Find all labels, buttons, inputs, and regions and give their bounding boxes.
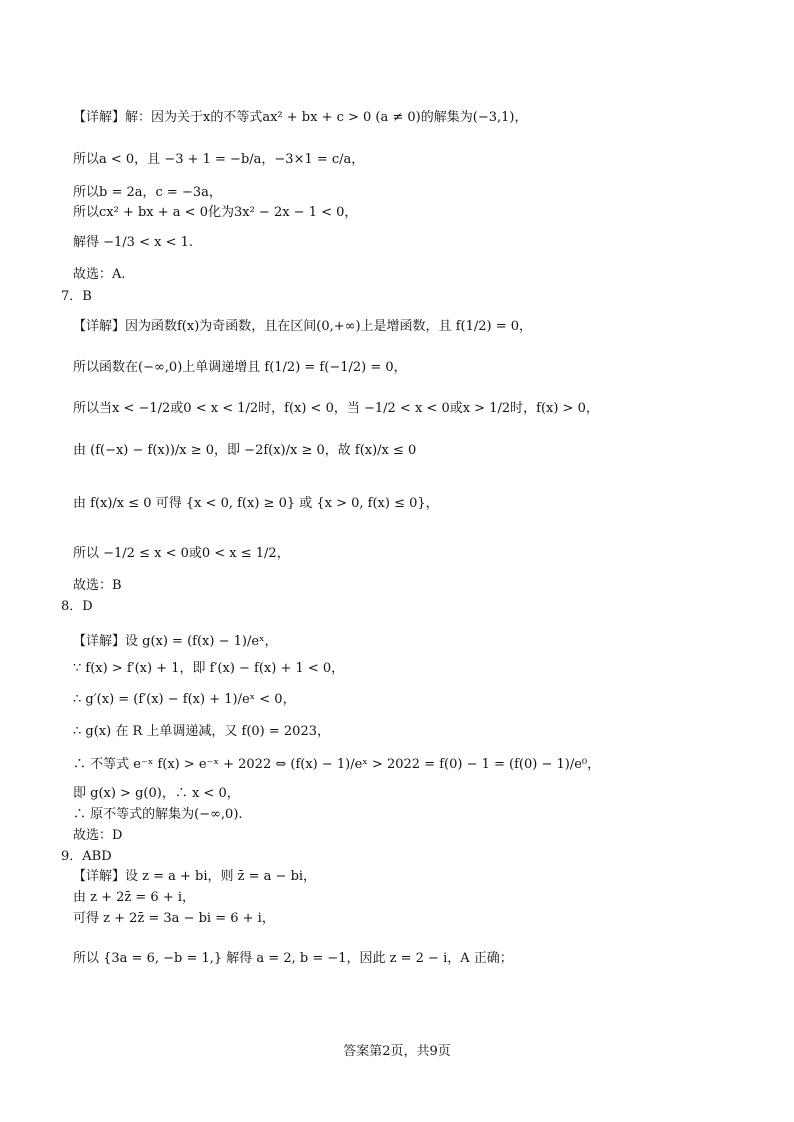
text-line: 所以a < 0，且 −3 + 1 = −b/a，−3×1 = c/a， (73, 152, 365, 167)
text-line: ∴ 原不等式的解集为(−∞,0). (73, 807, 243, 822)
text-line: 【详解】设 z = a + bi，则 z̄ = a − bi， (73, 869, 317, 884)
text-line: ∴ g(x) 在 R 上单调递减，又 f(0) = 2023， (73, 724, 330, 739)
text-line: 所以 {3a = 6, −b = 1,} 解得 a = 2, b = −1，因此 z = 2 − i，A 正确； (73, 951, 513, 966)
text-line: 由 z + 2z̄ = 6 + i， (73, 890, 196, 905)
page-footer: 答案第2页，共9页 (343, 1044, 451, 1059)
text-line: ∵ f(x) > f′(x) + 1，即 f′(x) − f(x) + 1 < 0， (73, 661, 345, 676)
text-line: 所以cx² + bx + a < 0化为3x² − 2x − 1 < 0， (73, 205, 358, 220)
answer-number: 9．ABD (61, 849, 112, 864)
text-line: 即 g(x) > g(0)，∴ x < 0， (73, 786, 240, 801)
text-line: 可得 z + 2z̄ = 3a − bi = 6 + i， (73, 911, 275, 926)
text-line: 所以当x < −1/2或0 < x < 1/2时，f(x) < 0，当 −1/2 < x < 0或x > 1/2时，f(x) > 0， (73, 401, 599, 416)
text-line: 由 (f(−x) − f(x))/x ≥ 0，即 −2f(x)/x ≥ 0，故 f(x)/x ≤ 0 (73, 443, 417, 458)
text-line: ∴ 不等式 e⁻ˣ f(x) > e⁻ˣ + 2022 ⇔ (f(x) − 1)/eˣ > 2022 = f(0) − 1 = (f(0) − 1)/e⁰， (73, 757, 601, 772)
text-line: 解得 −1/3 < x < 1. (73, 235, 193, 250)
text-line: 故选：D (73, 828, 123, 843)
text-line: 故选：A. (73, 267, 126, 282)
text-line: 【详解】设 g(x) = (f(x) − 1)/eˣ， (73, 634, 278, 649)
answer-number: 8．D (61, 599, 93, 614)
text-line: 【详解】解：因为关于x的不等式ax² + bx + c > 0 (a ≠ 0)的解集为(−3,1)， (73, 110, 528, 125)
answer-number: 7．B (61, 289, 92, 304)
text-line: 所以b = 2a，c = −3a， (73, 185, 222, 200)
text-line: 【详解】因为函数f(x)为奇函数，且在区间(0,+∞)上是增函数，且 f(1/2) = 0， (73, 319, 532, 334)
text-line: 所以 −1/2 ≤ x < 0或0 < x ≤ 1/2， (73, 546, 290, 561)
text-line: 所以函数在(−∞,0)上单调递增且 f(1/2) = f(−1/2) = 0， (73, 360, 407, 375)
text-line: ∴ g′(x) = (f′(x) − f(x) + 1)/eˣ < 0， (73, 692, 296, 707)
text-line: 由 f(x)/x ≤ 0 可得 {x < 0, f(x) ≥ 0} 或 {x > 0, f(x) ≤ 0}， (73, 496, 439, 511)
text-line: 故选：B (73, 578, 122, 593)
